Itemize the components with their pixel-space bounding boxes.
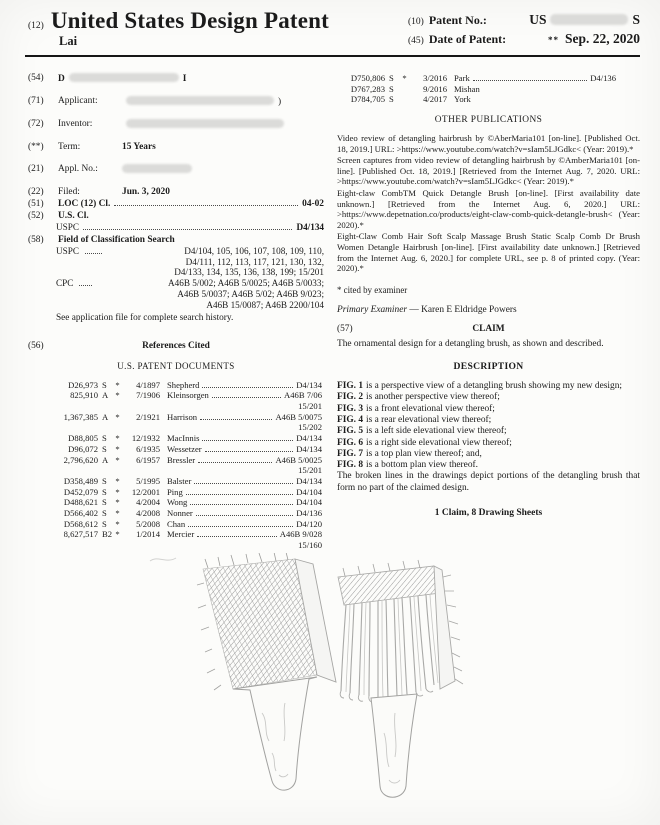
other-publications-heading: OTHER PUBLICATIONS <box>434 115 543 126</box>
ref-kind-code: S <box>102 379 107 390</box>
publication-entry: Eight-Claw Comb Hair Soft Scalp Massage Brush Static Scalp Comb Dr Brush Women Detangle Hairbrush [on-line]. [First availability date unknown.] [Retrieved from the Internet Aug. 6, 2020.] for complete URL, see p. 8 of printed copy. (Year: 2020).* <box>337 231 640 274</box>
reference-row <box>52 529 322 540</box>
dot-leader <box>197 536 277 537</box>
claims-sheets-note: 1 Claim, 8 Drawing Sheets <box>434 508 543 518</box>
ref-classification: D4/136 <box>296 508 322 519</box>
broken-lines-statement: The broken lines in the drawings depict portions of the detangling brush that form no part of the claimed design. <box>337 471 640 493</box>
ref-inventor-name: Chan <box>167 518 186 529</box>
field-loc-class: (51) LOC (12) Cl. 04-02 <box>28 199 324 209</box>
field-filed: (22) Filed: Jun. 3, 2020 <box>28 187 324 198</box>
ref-date: 12/1932 <box>131 433 160 444</box>
publication-entry: Video review of detangling hairbrush by ©AberMaria101 [on-line]. [Published Oct. 18, 2019.] URL: >https://www.youtube.com/watch?v=sIam5LJGdkc< (Year: 2019).* <box>337 133 640 154</box>
ref-examiner-star: * <box>115 508 120 519</box>
ref-classification-secondary: 15/160 <box>298 540 322 551</box>
ref-number: 2,796,620 <box>63 454 98 465</box>
dot-leader <box>202 387 293 388</box>
figure-descriptions <box>337 381 640 471</box>
ref-inventor-name: Ping <box>167 486 183 497</box>
other-publications-list <box>337 133 640 274</box>
patent-header <box>0 0 660 50</box>
ref-kind-code: S <box>102 433 107 444</box>
ref-classification: D4/134 <box>296 443 322 454</box>
redaction-title <box>69 73 179 82</box>
figure-label: FIG. 3 <box>337 403 364 414</box>
loc-value: 04-02 <box>302 199 324 209</box>
ref-examiner-star: * <box>115 518 120 529</box>
ref-kind-code: S <box>102 518 107 529</box>
dot-leader <box>205 451 294 452</box>
ref-examiner-star: * <box>402 73 407 83</box>
field-search-label: Field of Classification Search <box>58 234 175 245</box>
ref-inventor-name: Shepherd <box>167 379 200 390</box>
ref-date: 4/2004 <box>136 497 160 508</box>
dot-leader <box>85 253 102 254</box>
ref-number: D452,079 <box>63 486 98 497</box>
redaction-inventor <box>126 119 284 128</box>
ref-examiner-star: * <box>115 379 120 390</box>
search-history-note: See application file for complete search history. <box>56 312 234 323</box>
field-uspc-line-2: D4/111, 112, 113, 117, 121, 130, 132, <box>185 256 324 267</box>
field-uspc-line-3: D4/133, 134, 135, 136, 138, 199; 15/201 <box>174 267 324 278</box>
ref-examiner-star: * <box>115 390 120 401</box>
brush-figure-left <box>197 553 336 790</box>
ref-date: 1/2014 <box>136 529 160 540</box>
ref-kind-code: S <box>389 83 394 94</box>
kind-code-12: (12) <box>28 21 44 31</box>
figure-label: FIG. 7 <box>337 448 364 459</box>
ref-inventor-name: Mishan <box>454 83 480 94</box>
ref-number: D784,705 <box>350 94 385 105</box>
reference-row <box>52 455 322 466</box>
field-appl-no: (21) Appl. No.: <box>28 164 324 176</box>
dot-leader <box>188 526 293 527</box>
ref-kind-code: S <box>102 508 107 519</box>
ref-examiner-star: * <box>115 433 120 444</box>
ref-classification: D4/104 <box>296 497 322 508</box>
ref-examiner-star: * <box>115 529 120 540</box>
dot-leader <box>194 483 293 484</box>
dot-leader <box>196 515 293 516</box>
ref-inventor-name: Bressler <box>167 454 196 465</box>
references-cited-heading: (56) References Cited <box>28 340 210 351</box>
figure-label: FIG. 6 <box>337 437 364 448</box>
document-body <box>0 57 660 551</box>
dot-leader <box>79 285 92 286</box>
patent-no-value: US S <box>529 12 640 27</box>
reference-row <box>52 390 322 401</box>
reference-row <box>52 519 322 530</box>
applicant-value: ) <box>122 96 324 108</box>
ref-inventor-name: Park <box>454 73 470 83</box>
figure-description-line: FIG. 8 is a bottom plan view thereof. <box>337 460 478 471</box>
figure-description-line: FIG. 5 is a left side elevational view thereof; <box>337 426 507 437</box>
uspc-line: USPC D4/134 <box>56 222 324 232</box>
header-left <box>28 8 408 49</box>
ref-date: 7/1906 <box>136 390 160 401</box>
figure-label: FIG. 2 <box>337 392 364 403</box>
redaction-patent-no <box>550 14 628 25</box>
page-title: United States Design Patent <box>50 8 330 33</box>
dot-leader <box>186 494 293 495</box>
dot-leader <box>212 397 281 398</box>
ref-number: 1,367,385 <box>63 411 98 422</box>
ref-kind-code: A <box>102 454 109 465</box>
reference-row <box>52 433 322 444</box>
field-cpc-line-1: CPC A46B 5/002; A46B 5/0025; A46B 5/0033; <box>56 278 324 289</box>
ref-examiner-star: * <box>115 486 120 497</box>
reference-row <box>52 487 322 498</box>
ref-classification: A46B 5/0025 <box>275 454 322 465</box>
ref-date: 2/1921 <box>136 411 160 422</box>
ref-inventor-name: Balster <box>167 475 192 486</box>
inventor-value <box>122 119 324 131</box>
figure-description-line: FIG. 6 is a right side elevational view thereof; <box>337 437 512 448</box>
ref-classification: D4/134 <box>296 475 322 486</box>
field-us-class: (52) U.S. Cl. <box>28 211 324 222</box>
ref-number: D750,806 <box>350 73 385 83</box>
date-of-patent-label: Date of Patent: <box>428 32 507 46</box>
claim-text: The ornamental design for a detangling brush, as shown and described. <box>337 338 604 349</box>
reference-row <box>52 444 322 455</box>
ref-number: D488,621 <box>63 497 98 508</box>
ref-number: D96,072 <box>68 443 98 454</box>
ref-date: 6/1957 <box>136 454 160 465</box>
code-10: (10) <box>408 17 424 27</box>
term-value: 15 Years <box>122 142 156 152</box>
dot-leader <box>198 462 272 463</box>
dot-leader <box>200 419 272 420</box>
description-heading: DESCRIPTION <box>453 361 524 373</box>
ref-examiner-star: * <box>115 454 120 465</box>
ref-date: 4/1897 <box>136 379 160 390</box>
ref-classification-secondary: 15/202 <box>298 422 322 433</box>
appl-no-value <box>122 164 324 176</box>
date-of-patent-value: ** Sep. 22, 2020 <box>547 31 640 46</box>
ref-kind-code: S <box>102 497 107 508</box>
design-title: D I <box>58 74 187 84</box>
ref-inventor-name: Wong <box>167 497 188 508</box>
figure-label: FIG. 1 <box>337 381 364 392</box>
ref-kind-code: B2 <box>102 529 113 540</box>
dot-leader <box>83 229 292 230</box>
primary-examiner-line: Primary Examiner — Karen E Eldridge Powers <box>337 304 517 315</box>
cited-by-examiner-note: * cited by examiner <box>337 284 408 295</box>
dot-leader <box>202 440 293 441</box>
figure-label: FIG. 8 <box>337 460 364 471</box>
ref-kind-code: S <box>389 94 394 105</box>
ref-kind-code: S <box>389 73 394 83</box>
ref-classification: D4/134 <box>296 433 322 444</box>
figure-description-line: FIG. 1 is a perspective view of a detangling brush showing my new design; <box>337 381 622 392</box>
figure-description-line: FIG. 3 is a front elevational view thereof; <box>337 403 495 414</box>
ref-date: 4/2008 <box>136 508 160 519</box>
ref-date: 4/2017 <box>423 94 447 105</box>
ref-examiner-star: * <box>115 411 120 422</box>
field-term: (**) Term: 15 Years <box>28 142 324 153</box>
reference-row <box>52 508 322 519</box>
ref-date: 5/2008 <box>136 518 160 529</box>
publication-entry: Screen captures from video review of detangling hairbrush by ©AmberMaria101 [on-line]. [Published Oct. 18, 2019.] [Retrieved from the Internet Aug. 7, 2020. URL: >https://www.youtube.com/watch?v=sIam5LJGdkc< (Year: 2019).* <box>337 155 640 187</box>
brush-figure-right <box>338 560 463 797</box>
field-inventor: (72) Inventor: <box>28 119 324 131</box>
field-applicant: (71) Applicant: ) <box>28 96 324 108</box>
reference-row <box>52 380 322 391</box>
filed-value: Jun. 3, 2020 <box>122 187 170 197</box>
right-column <box>337 73 640 551</box>
ref-classification: D4/120 <box>296 518 322 529</box>
ref-date: 9/2016 <box>423 83 447 94</box>
reference-row <box>339 73 616 84</box>
field-cpc-line-3: A46B 15/0087; A46B 2200/104 <box>206 299 324 310</box>
ref-inventor-name: Nonner <box>167 508 193 519</box>
uscl-label: U.S. Cl. <box>58 211 89 221</box>
dot-leader <box>190 504 293 505</box>
ref-number: 825,910 <box>70 390 98 401</box>
redaction-appl-no <box>122 164 192 173</box>
ref-inventor-name: MacInnis <box>167 433 200 444</box>
ref-examiner-star: * <box>115 443 120 454</box>
ref-classification: A46B 5/0075 <box>275 411 322 422</box>
ref-classification: A46B 9/028 <box>279 529 322 540</box>
figure-description-line: FIG. 7 is a top plan view thereof; and, <box>337 448 482 459</box>
field-title: (54) D I <box>28 73 324 85</box>
patent-no-label: Patent No.: <box>428 13 487 27</box>
reference-row <box>339 94 616 105</box>
ref-date: 12/2001 <box>131 486 160 497</box>
ref-kind-code: S <box>102 486 107 497</box>
ref-classification-secondary: 15/201 <box>298 465 322 476</box>
ref-date: 5/1995 <box>136 475 160 486</box>
us-patent-documents-heading: U.S. PATENT DOCUMENTS <box>117 360 235 371</box>
figure-description-line: FIG. 4 is a rear elevational view thereof; <box>337 414 492 425</box>
patent-references-table <box>52 380 322 551</box>
reference-row <box>52 476 322 487</box>
ref-kind-code: S <box>102 443 107 454</box>
left-column <box>28 73 324 551</box>
ref-inventor-name: Harrison <box>167 411 198 422</box>
ref-examiner-star: * <box>115 475 120 486</box>
loc-label: LOC (12) Cl. <box>58 199 111 209</box>
uspc-value: D4/134 <box>296 222 324 232</box>
dot-leader <box>114 205 298 206</box>
ref-inventor-name: York <box>454 94 471 105</box>
ref-inventor-name: Mercier <box>167 529 195 540</box>
ref-classification: D4/104 <box>296 486 322 497</box>
inventor-surname: Lai <box>59 34 78 48</box>
field-uspc-line-1: USPC D4/104, 105, 106, 107, 108, 109, 110, <box>56 245 324 256</box>
ref-number: D358,489 <box>63 475 98 486</box>
ref-classification: D4/136 <box>590 73 616 83</box>
ref-number: 8,627,517 <box>63 529 98 540</box>
dot-leader <box>473 80 587 81</box>
ref-kind-code: S <box>102 475 107 486</box>
ref-number: D566,402 <box>63 508 98 519</box>
ref-examiner-star: * <box>115 497 120 508</box>
figure-description-line: FIG. 2 is another perspective view thereof; <box>337 392 500 403</box>
sketch-stray-mark <box>150 558 176 561</box>
code-45: (45) <box>408 36 424 46</box>
ref-inventor-name: Kleinsorgen <box>167 390 209 401</box>
field-classification-search: (58) Field of Classification Search <box>28 235 324 246</box>
reference-row <box>52 497 322 508</box>
ref-classification: A46B 7/06 <box>284 390 322 401</box>
ref-inventor-name: Wessetzer <box>167 443 202 454</box>
claim-heading: (57) CLAIM <box>337 323 505 334</box>
ref-kind-code: A <box>102 411 109 422</box>
field-cpc-line-2: A46B 5/0037; A46B 5/02; A46B 9/023; <box>177 288 324 299</box>
ref-classification: D4/134 <box>296 379 322 390</box>
ref-kind-code: A <box>102 390 109 401</box>
ref-number: D88,805 <box>68 433 98 444</box>
patent-references-table-continued <box>339 73 616 105</box>
ref-number: D767,283 <box>350 83 385 94</box>
term-extension-stars: ** <box>547 35 559 45</box>
publication-entry: Eight-claw CombTM Quick Detangle Brush [on-line]. [First availability date unknown.] [Retrieved from the Internet Aug. 6, 2020.] URL: >https://www.depetnation.co/products/eight-claw-comb-quick-detangle-brush< (Year: 2020).* <box>337 188 640 230</box>
ref-number: D568,612 <box>63 518 98 529</box>
figure-label: FIG. 5 <box>337 426 364 437</box>
ref-date: 3/2016 <box>423 73 447 83</box>
reference-row <box>52 412 322 423</box>
reference-row <box>339 84 616 95</box>
ref-classification-secondary: 15/201 <box>298 400 322 411</box>
ref-number: D26,973 <box>68 379 98 390</box>
ref-date: 6/1935 <box>136 443 160 454</box>
header-right <box>408 8 640 50</box>
figure-label: FIG. 4 <box>337 414 364 425</box>
redaction-applicant <box>126 96 274 105</box>
patent-drawing <box>0 553 660 825</box>
